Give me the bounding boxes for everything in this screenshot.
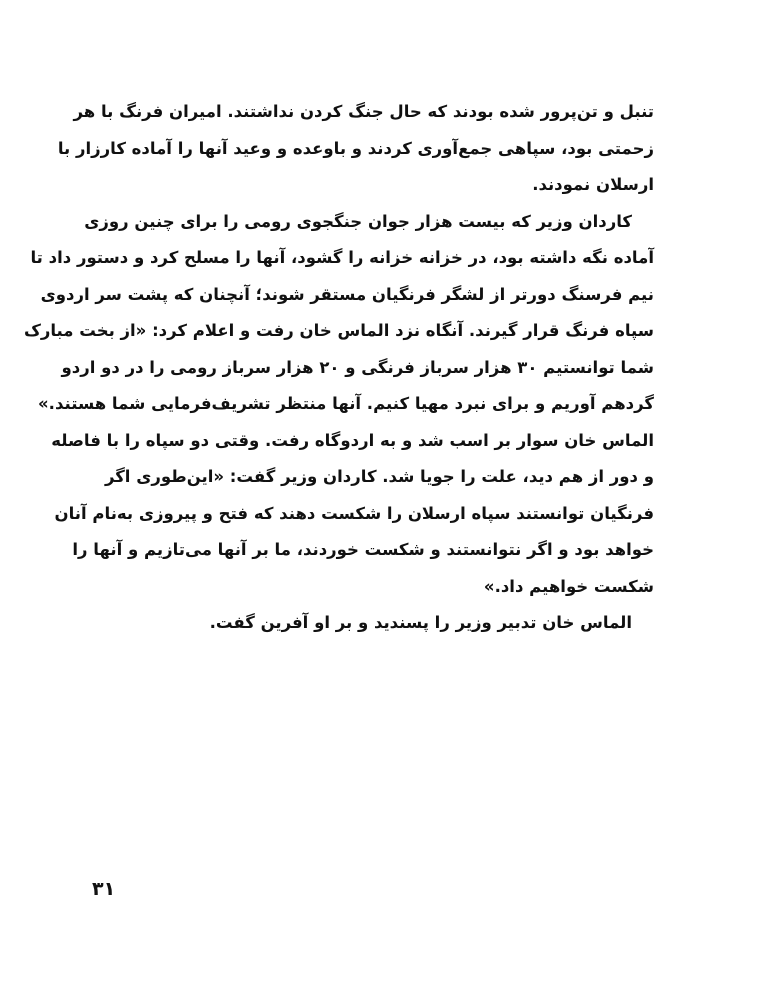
text-line: خواهد بود و اگر نتوانستند و شکست خوردند، ما بر آنها می‌تازیم و آنها را (72, 540, 654, 559)
text-line: گردهم آوریم و برای نبرد مهیا کنیم. آنها منتظر تشریف‌فرمایی شما هستند.» (38, 394, 654, 413)
text-line: سپاه فرنگ قرار گیرند. آنگاه نزد الماس خان رفت و اعلام کرد: «از بخت مبارک (23, 321, 654, 340)
text-line: نیم فرسنگ دورتر از لشگر فرنگیان مستقر شوند؛ آنچنان که پشت سر اردوی (40, 284, 654, 304)
text-line: فرنگیان توانستند سپاه ارسلان را شکست دهند که فتح و پیروزی به‌نام آنان (54, 503, 654, 523)
text-line: شما توانستیم ۳۰ هزار سرباز فرنگی و ۲۰ هزار سرباز رومی را در دو اردو (61, 357, 654, 377)
text-line: زحمتی بود، سپاهی جمع‌آوری کردند و باوعده و وعید آنها را آماده کارزار با (57, 138, 654, 158)
text-line: کاردان وزیر که بیست هزار جوان جنگجوی رومی را برای چنین روزی (84, 211, 632, 231)
text-line: و دور از هم دید، علت را جویا شد. کاردان وزیر گفت: «این‌طوری اگر (104, 467, 654, 486)
text-line: الماس خان سوار بر اسب شد و به اردوگاه رفت. وقتی دو سپاه را با فاصله (51, 430, 654, 450)
text-line: شکست خواهیم داد.» (483, 576, 654, 596)
body-text (23, 94, 654, 642)
text-line: تنبل و تن‌پرور شده بودند که حال جنگ کردن نداشتند. امیران فرنگ با هر (73, 102, 654, 121)
text-line: الماس خان تدبیر وزیر را پسندید و بر او آفرین گفت. (209, 613, 632, 632)
page-number: ۳۱ (92, 878, 116, 900)
text-line: آماده نگه داشته بود، در خزانه خزانه را گشود، آنها را مسلح کرد و دستور داد تا (30, 248, 654, 267)
text-line: ارسلان نمودند. (532, 175, 654, 194)
